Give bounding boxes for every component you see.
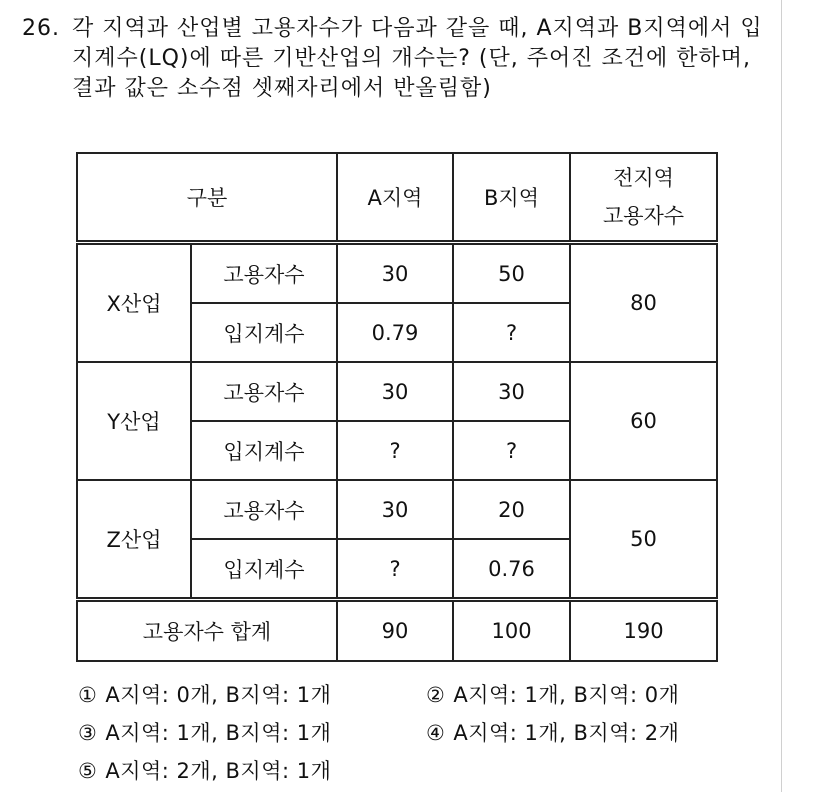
grand-total: 190 <box>570 600 717 662</box>
cell-value: 50 <box>453 243 570 304</box>
table-row <box>77 243 717 304</box>
header-total-line1: 전지역 <box>613 166 674 190</box>
option-1-text: A지역: 0개, B지역: 1개 <box>105 683 332 707</box>
option-2[interactable] <box>426 676 679 714</box>
option-3-mark: ③ <box>78 721 98 745</box>
answer-options <box>78 676 679 790</box>
row-label: 고용자수 <box>191 362 337 421</box>
table-row <box>77 362 717 421</box>
cell-value: 30 <box>453 362 570 421</box>
table-total-row <box>77 600 717 662</box>
total-region-b: 100 <box>453 600 570 662</box>
option-3-text: A지역: 1개, B지역: 1개 <box>105 721 332 745</box>
option-1-mark: ① <box>78 683 98 707</box>
options-row <box>78 752 679 790</box>
cell-value: ? <box>337 539 453 600</box>
cell-value: 0.79 <box>337 303 453 362</box>
option-2-mark: ② <box>426 683 446 707</box>
cell-value: 30 <box>337 362 453 421</box>
industry-name: Z산업 <box>77 480 191 600</box>
header-total-line2: 고용자수 <box>602 204 685 228</box>
cell-value: ? <box>337 421 453 480</box>
cell-value: 20 <box>453 480 570 539</box>
option-3[interactable] <box>78 714 426 752</box>
cell-value: ? <box>453 421 570 480</box>
employment-table <box>76 152 718 662</box>
option-5-mark: ⑤ <box>78 759 98 783</box>
table-header-row <box>77 153 717 243</box>
page-edge-rule <box>781 0 782 792</box>
question-number: 26. <box>22 16 60 41</box>
header-region-a: A지역 <box>337 153 453 243</box>
header-category: 구분 <box>77 153 337 243</box>
table-row <box>77 480 717 539</box>
row-label: 고용자수 <box>191 480 337 539</box>
question-text: 각 지역과 산업별 고용자수가 다음과 같을 때, A지역과 B지역에서 입지계수(LQ)에 따른 기반산업의 개수는? (단, 주어진 조건에 한하며, 결과 값은 소수점 셋째자리에서 반올림함) <box>72 16 763 101</box>
industry-name: Y산업 <box>77 362 191 480</box>
header-region-b: B지역 <box>453 153 570 243</box>
industry-total: 60 <box>570 362 717 480</box>
options-row <box>78 676 679 714</box>
cell-value: 0.76 <box>453 539 570 600</box>
option-5[interactable] <box>78 752 426 790</box>
industry-total: 80 <box>570 243 717 363</box>
option-2-text: A지역: 1개, B지역: 0개 <box>453 683 680 707</box>
total-row-label: 고용자수 합계 <box>77 600 337 662</box>
cell-value: 30 <box>337 243 453 304</box>
row-label: 입지계수 <box>191 539 337 600</box>
options-row <box>78 714 679 752</box>
row-label: 입지계수 <box>191 421 337 480</box>
industry-name: X산업 <box>77 243 191 363</box>
option-4-text: A지역: 1개, B지역: 2개 <box>453 721 680 745</box>
total-region-a: 90 <box>337 600 453 662</box>
industry-total: 50 <box>570 480 717 600</box>
header-total-employment <box>570 153 717 243</box>
option-1[interactable] <box>78 676 426 714</box>
row-label: 고용자수 <box>191 243 337 304</box>
row-label: 입지계수 <box>191 303 337 362</box>
cell-value: ? <box>453 303 570 362</box>
cell-value: 30 <box>337 480 453 539</box>
option-4-mark: ④ <box>426 721 446 745</box>
question-block <box>22 14 767 104</box>
option-5-text: A지역: 2개, B지역: 1개 <box>105 759 332 783</box>
option-4[interactable] <box>426 714 679 752</box>
